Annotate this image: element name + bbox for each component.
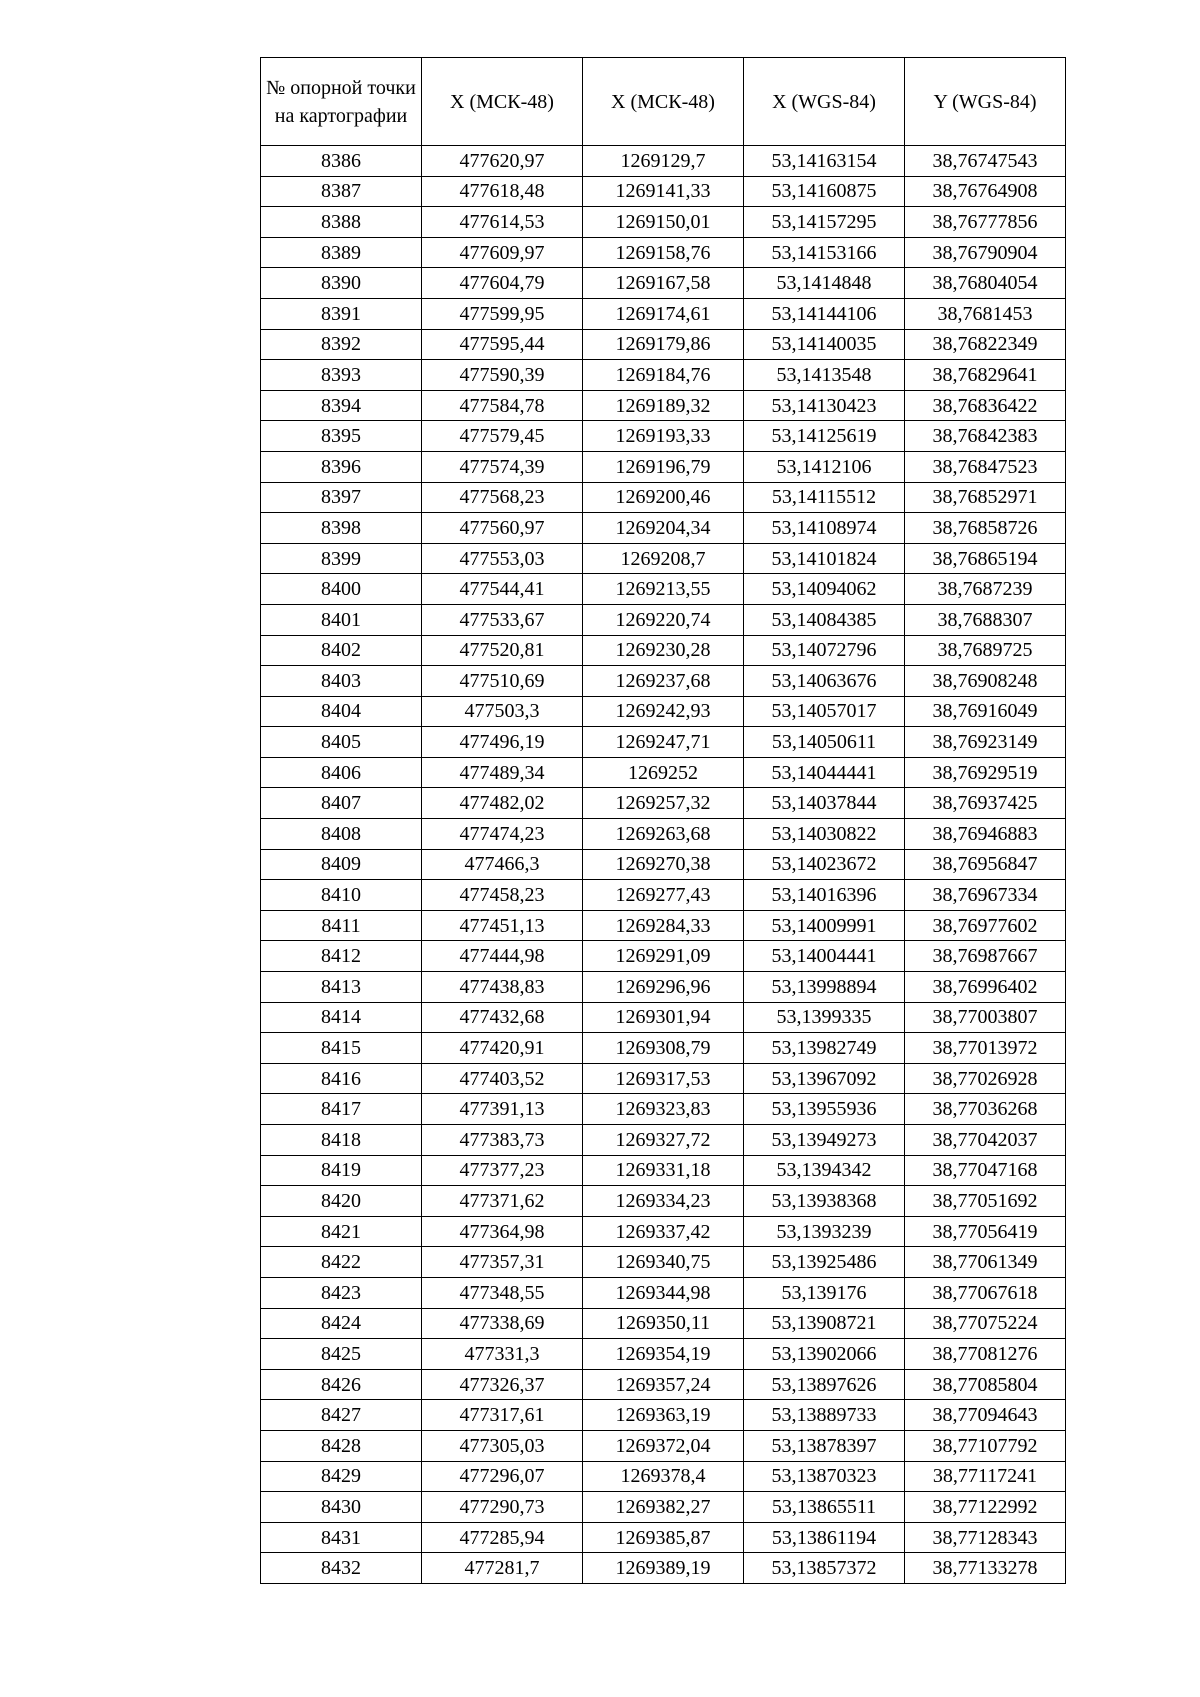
table-row bbox=[261, 819, 1066, 850]
x-msk48-second-cell: 1269354,19 bbox=[583, 1339, 744, 1370]
table-row bbox=[261, 941, 1066, 972]
table-row bbox=[261, 268, 1066, 299]
x-msk48-cell: 477614,53 bbox=[422, 207, 583, 238]
table-row bbox=[261, 1492, 1066, 1523]
x-wgs84-cell: 53,14163154 bbox=[744, 146, 905, 177]
x-msk48-second-cell: 1269196,79 bbox=[583, 451, 744, 482]
x-msk48-second-cell: 1269230,28 bbox=[583, 635, 744, 666]
point-number-cell: 8390 bbox=[261, 268, 422, 299]
x-msk48-second-cell: 1269337,42 bbox=[583, 1216, 744, 1247]
table-row bbox=[261, 1186, 1066, 1217]
x-msk48-cell: 477296,07 bbox=[422, 1461, 583, 1492]
table-row bbox=[261, 298, 1066, 329]
table-row bbox=[261, 451, 1066, 482]
x-wgs84-cell: 53,1394342 bbox=[744, 1155, 905, 1186]
x-msk48-cell: 477444,98 bbox=[422, 941, 583, 972]
y-wgs84-cell: 38,77128343 bbox=[905, 1522, 1066, 1553]
point-number-cell: 8409 bbox=[261, 849, 422, 880]
table-row bbox=[261, 1308, 1066, 1339]
x-msk48-second-cell: 1269237,68 bbox=[583, 666, 744, 697]
table-row bbox=[261, 1155, 1066, 1186]
x-msk48-cell: 477618,48 bbox=[422, 176, 583, 207]
x-msk48-cell: 477503,3 bbox=[422, 696, 583, 727]
table-row bbox=[261, 880, 1066, 911]
point-number-cell: 8401 bbox=[261, 604, 422, 635]
point-number-cell: 8392 bbox=[261, 329, 422, 360]
table-row bbox=[261, 1430, 1066, 1461]
table-row bbox=[261, 574, 1066, 605]
x-msk48-second-cell: 1269252 bbox=[583, 757, 744, 788]
y-wgs84-cell: 38,77107792 bbox=[905, 1430, 1066, 1461]
x-msk48-cell: 477579,45 bbox=[422, 421, 583, 452]
x-wgs84-cell: 53,13857372 bbox=[744, 1553, 905, 1584]
table-row bbox=[261, 849, 1066, 880]
point-number-cell: 8431 bbox=[261, 1522, 422, 1553]
table-row bbox=[261, 788, 1066, 819]
y-wgs84-cell: 38,76790904 bbox=[905, 237, 1066, 268]
x-wgs84-cell: 53,13878397 bbox=[744, 1430, 905, 1461]
x-msk48-second-cell: 1269208,7 bbox=[583, 543, 744, 574]
point-number-cell: 8387 bbox=[261, 176, 422, 207]
header-x-msk48: X (МСК-48) bbox=[422, 58, 583, 146]
table-row bbox=[261, 482, 1066, 513]
x-msk48-second-cell: 1269363,19 bbox=[583, 1400, 744, 1431]
y-wgs84-cell: 38,77122992 bbox=[905, 1492, 1066, 1523]
point-number-cell: 8389 bbox=[261, 237, 422, 268]
x-msk48-second-cell: 1269257,32 bbox=[583, 788, 744, 819]
y-wgs84-cell: 38,76852971 bbox=[905, 482, 1066, 513]
x-msk48-second-cell: 1269317,53 bbox=[583, 1063, 744, 1094]
y-wgs84-cell: 38,76937425 bbox=[905, 788, 1066, 819]
y-wgs84-cell: 38,76996402 bbox=[905, 972, 1066, 1003]
x-msk48-second-cell: 1269129,7 bbox=[583, 146, 744, 177]
y-wgs84-cell: 38,7681453 bbox=[905, 298, 1066, 329]
y-wgs84-cell: 38,77047168 bbox=[905, 1155, 1066, 1186]
table-row bbox=[261, 1033, 1066, 1064]
x-wgs84-cell: 53,14084385 bbox=[744, 604, 905, 635]
x-wgs84-cell: 53,139176 bbox=[744, 1277, 905, 1308]
x-wgs84-cell: 53,14057017 bbox=[744, 696, 905, 727]
x-msk48-cell: 477496,19 bbox=[422, 727, 583, 758]
x-msk48-cell: 477489,34 bbox=[422, 757, 583, 788]
y-wgs84-cell: 38,77003807 bbox=[905, 1002, 1066, 1033]
x-msk48-cell: 477466,3 bbox=[422, 849, 583, 880]
point-number-cell: 8424 bbox=[261, 1308, 422, 1339]
x-wgs84-cell: 53,1414848 bbox=[744, 268, 905, 299]
x-msk48-second-cell: 1269372,04 bbox=[583, 1430, 744, 1461]
table-row bbox=[261, 1216, 1066, 1247]
x-wgs84-cell: 53,13897626 bbox=[744, 1369, 905, 1400]
x-msk48-second-cell: 1269296,96 bbox=[583, 972, 744, 1003]
y-wgs84-cell: 38,77042037 bbox=[905, 1125, 1066, 1156]
point-number-cell: 8421 bbox=[261, 1216, 422, 1247]
x-msk48-cell: 477317,61 bbox=[422, 1400, 583, 1431]
x-wgs84-cell: 53,13998894 bbox=[744, 972, 905, 1003]
x-wgs84-cell: 53,14050611 bbox=[744, 727, 905, 758]
table-row bbox=[261, 1400, 1066, 1431]
x-wgs84-cell: 53,14144106 bbox=[744, 298, 905, 329]
point-number-cell: 8399 bbox=[261, 543, 422, 574]
y-wgs84-cell: 38,76916049 bbox=[905, 696, 1066, 727]
x-msk48-second-cell: 1269204,34 bbox=[583, 513, 744, 544]
x-wgs84-cell: 53,14030822 bbox=[744, 819, 905, 850]
y-wgs84-cell: 38,76987667 bbox=[905, 941, 1066, 972]
x-msk48-second-cell: 1269284,33 bbox=[583, 910, 744, 941]
x-wgs84-cell: 53,14094062 bbox=[744, 574, 905, 605]
x-msk48-second-cell: 1269150,01 bbox=[583, 207, 744, 238]
x-msk48-cell: 477305,03 bbox=[422, 1430, 583, 1461]
x-msk48-second-cell: 1269179,86 bbox=[583, 329, 744, 360]
x-msk48-second-cell: 1269382,27 bbox=[583, 1492, 744, 1523]
x-wgs84-cell: 53,14009991 bbox=[744, 910, 905, 941]
x-wgs84-cell: 53,14153166 bbox=[744, 237, 905, 268]
point-number-cell: 8426 bbox=[261, 1369, 422, 1400]
x-msk48-second-cell: 1269385,87 bbox=[583, 1522, 744, 1553]
x-wgs84-cell: 53,14140035 bbox=[744, 329, 905, 360]
point-number-cell: 8412 bbox=[261, 941, 422, 972]
x-msk48-cell: 477620,97 bbox=[422, 146, 583, 177]
point-number-cell: 8407 bbox=[261, 788, 422, 819]
point-number-cell: 8397 bbox=[261, 482, 422, 513]
coordinates-table bbox=[260, 57, 1066, 1584]
x-msk48-second-cell: 1269340,75 bbox=[583, 1247, 744, 1278]
table-row bbox=[261, 1247, 1066, 1278]
point-number-cell: 8400 bbox=[261, 574, 422, 605]
point-number-cell: 8408 bbox=[261, 819, 422, 850]
table-row bbox=[261, 543, 1066, 574]
x-msk48-second-cell: 1269263,68 bbox=[583, 819, 744, 850]
x-msk48-second-cell: 1269200,46 bbox=[583, 482, 744, 513]
y-wgs84-cell: 38,76836422 bbox=[905, 390, 1066, 421]
point-number-cell: 8425 bbox=[261, 1339, 422, 1370]
x-msk48-cell: 477338,69 bbox=[422, 1308, 583, 1339]
table-header bbox=[261, 58, 1066, 146]
point-number-cell: 8416 bbox=[261, 1063, 422, 1094]
x-msk48-cell: 477371,62 bbox=[422, 1186, 583, 1217]
y-wgs84-cell: 38,77067618 bbox=[905, 1277, 1066, 1308]
x-wgs84-cell: 53,14044441 bbox=[744, 757, 905, 788]
x-msk48-second-cell: 1269344,98 bbox=[583, 1277, 744, 1308]
y-wgs84-cell: 38,77013972 bbox=[905, 1033, 1066, 1064]
table-row bbox=[261, 1002, 1066, 1033]
y-wgs84-cell: 38,76829641 bbox=[905, 360, 1066, 391]
point-number-cell: 8411 bbox=[261, 910, 422, 941]
x-msk48-second-cell: 1269184,76 bbox=[583, 360, 744, 391]
point-number-cell: 8414 bbox=[261, 1002, 422, 1033]
x-msk48-second-cell: 1269158,76 bbox=[583, 237, 744, 268]
header-y-wgs84: Y (WGS-84) bbox=[905, 58, 1066, 146]
table-row bbox=[261, 390, 1066, 421]
x-msk48-cell: 477391,13 bbox=[422, 1094, 583, 1125]
x-wgs84-cell: 53,14108974 bbox=[744, 513, 905, 544]
x-msk48-cell: 477403,52 bbox=[422, 1063, 583, 1094]
x-wgs84-cell: 53,14037844 bbox=[744, 788, 905, 819]
y-wgs84-cell: 38,76923149 bbox=[905, 727, 1066, 758]
point-number-cell: 8393 bbox=[261, 360, 422, 391]
x-msk48-cell: 477584,78 bbox=[422, 390, 583, 421]
y-wgs84-cell: 38,77081276 bbox=[905, 1339, 1066, 1370]
y-wgs84-cell: 38,77094643 bbox=[905, 1400, 1066, 1431]
table-row bbox=[261, 1369, 1066, 1400]
x-msk48-cell: 477281,7 bbox=[422, 1553, 583, 1584]
y-wgs84-cell: 38,77075224 bbox=[905, 1308, 1066, 1339]
x-msk48-cell: 477560,97 bbox=[422, 513, 583, 544]
x-msk48-second-cell: 1269308,79 bbox=[583, 1033, 744, 1064]
x-msk48-cell: 477357,31 bbox=[422, 1247, 583, 1278]
x-msk48-second-cell: 1269331,18 bbox=[583, 1155, 744, 1186]
x-msk48-cell: 477568,23 bbox=[422, 482, 583, 513]
table-row bbox=[261, 146, 1066, 177]
point-number-cell: 8410 bbox=[261, 880, 422, 911]
x-wgs84-cell: 53,13908721 bbox=[744, 1308, 905, 1339]
point-number-cell: 8403 bbox=[261, 666, 422, 697]
y-wgs84-cell: 38,77051692 bbox=[905, 1186, 1066, 1217]
x-wgs84-cell: 53,14115512 bbox=[744, 482, 905, 513]
x-wgs84-cell: 53,14004441 bbox=[744, 941, 905, 972]
point-number-cell: 8418 bbox=[261, 1125, 422, 1156]
y-wgs84-cell: 38,76747543 bbox=[905, 146, 1066, 177]
x-msk48-cell: 477604,79 bbox=[422, 268, 583, 299]
x-msk48-cell: 477438,83 bbox=[422, 972, 583, 1003]
y-wgs84-cell: 38,76858726 bbox=[905, 513, 1066, 544]
x-wgs84-cell: 53,13938368 bbox=[744, 1186, 905, 1217]
y-wgs84-cell: 38,76847523 bbox=[905, 451, 1066, 482]
x-wgs84-cell: 53,13902066 bbox=[744, 1339, 905, 1370]
point-number-cell: 8417 bbox=[261, 1094, 422, 1125]
table-body bbox=[261, 146, 1066, 1584]
x-wgs84-cell: 53,1399335 bbox=[744, 1002, 905, 1033]
point-number-cell: 8386 bbox=[261, 146, 422, 177]
x-msk48-cell: 477364,98 bbox=[422, 1216, 583, 1247]
x-wgs84-cell: 53,14072796 bbox=[744, 635, 905, 666]
table-row bbox=[261, 757, 1066, 788]
x-wgs84-cell: 53,14125619 bbox=[744, 421, 905, 452]
point-number-cell: 8422 bbox=[261, 1247, 422, 1278]
x-msk48-second-cell: 1269167,58 bbox=[583, 268, 744, 299]
point-number-cell: 8428 bbox=[261, 1430, 422, 1461]
x-msk48-cell: 477383,73 bbox=[422, 1125, 583, 1156]
y-wgs84-cell: 38,77036268 bbox=[905, 1094, 1066, 1125]
x-msk48-second-cell: 1269323,83 bbox=[583, 1094, 744, 1125]
table-row bbox=[261, 727, 1066, 758]
y-wgs84-cell: 38,76822349 bbox=[905, 329, 1066, 360]
x-msk48-second-cell: 1269389,19 bbox=[583, 1553, 744, 1584]
x-msk48-cell: 477420,91 bbox=[422, 1033, 583, 1064]
x-msk48-second-cell: 1269277,43 bbox=[583, 880, 744, 911]
point-number-cell: 8432 bbox=[261, 1553, 422, 1584]
x-msk48-cell: 477326,37 bbox=[422, 1369, 583, 1400]
x-wgs84-cell: 53,13949273 bbox=[744, 1125, 905, 1156]
point-number-cell: 8398 bbox=[261, 513, 422, 544]
point-number-cell: 8391 bbox=[261, 298, 422, 329]
y-wgs84-cell: 38,7687239 bbox=[905, 574, 1066, 605]
point-number-cell: 8395 bbox=[261, 421, 422, 452]
x-msk48-second-cell: 1269189,32 bbox=[583, 390, 744, 421]
x-msk48-cell: 477290,73 bbox=[422, 1492, 583, 1523]
table-row bbox=[261, 972, 1066, 1003]
x-wgs84-cell: 53,13925486 bbox=[744, 1247, 905, 1278]
x-wgs84-cell: 53,1412106 bbox=[744, 451, 905, 482]
x-msk48-second-cell: 1269220,74 bbox=[583, 604, 744, 635]
point-number-cell: 8404 bbox=[261, 696, 422, 727]
x-msk48-cell: 477533,67 bbox=[422, 604, 583, 635]
y-wgs84-cell: 38,77133278 bbox=[905, 1553, 1066, 1584]
point-number-cell: 8402 bbox=[261, 635, 422, 666]
x-msk48-cell: 477595,44 bbox=[422, 329, 583, 360]
y-wgs84-cell: 38,76946883 bbox=[905, 819, 1066, 850]
point-number-cell: 8427 bbox=[261, 1400, 422, 1431]
x-msk48-second-cell: 1269291,09 bbox=[583, 941, 744, 972]
point-number-cell: 8415 bbox=[261, 1033, 422, 1064]
y-wgs84-cell: 38,76908248 bbox=[905, 666, 1066, 697]
table-row bbox=[261, 696, 1066, 727]
x-msk48-cell: 477474,23 bbox=[422, 819, 583, 850]
table-row bbox=[261, 421, 1066, 452]
point-number-cell: 8406 bbox=[261, 757, 422, 788]
table-row bbox=[261, 666, 1066, 697]
x-msk48-second-cell: 1269270,38 bbox=[583, 849, 744, 880]
y-wgs84-cell: 38,76865194 bbox=[905, 543, 1066, 574]
point-number-cell: 8394 bbox=[261, 390, 422, 421]
y-wgs84-cell: 38,77026928 bbox=[905, 1063, 1066, 1094]
y-wgs84-cell: 38,76777856 bbox=[905, 207, 1066, 238]
table-row bbox=[261, 1339, 1066, 1370]
point-number-cell: 8429 bbox=[261, 1461, 422, 1492]
x-msk48-cell: 477377,23 bbox=[422, 1155, 583, 1186]
x-msk48-second-cell: 1269357,24 bbox=[583, 1369, 744, 1400]
x-wgs84-cell: 53,14063676 bbox=[744, 666, 905, 697]
y-wgs84-cell: 38,77061349 bbox=[905, 1247, 1066, 1278]
table-row bbox=[261, 1063, 1066, 1094]
table-row bbox=[261, 329, 1066, 360]
x-msk48-second-cell: 1269193,33 bbox=[583, 421, 744, 452]
header-point-number: № опорной точки на картографии bbox=[261, 58, 422, 146]
x-wgs84-cell: 53,13861194 bbox=[744, 1522, 905, 1553]
x-msk48-cell: 477510,69 bbox=[422, 666, 583, 697]
x-msk48-second-cell: 1269301,94 bbox=[583, 1002, 744, 1033]
y-wgs84-cell: 38,76956847 bbox=[905, 849, 1066, 880]
table-row bbox=[261, 176, 1066, 207]
x-msk48-cell: 477520,81 bbox=[422, 635, 583, 666]
y-wgs84-cell: 38,76967334 bbox=[905, 880, 1066, 911]
x-msk48-cell: 477331,3 bbox=[422, 1339, 583, 1370]
x-wgs84-cell: 53,13870323 bbox=[744, 1461, 905, 1492]
point-number-cell: 8388 bbox=[261, 207, 422, 238]
x-msk48-second-cell: 1269141,33 bbox=[583, 176, 744, 207]
point-number-cell: 8396 bbox=[261, 451, 422, 482]
y-wgs84-cell: 38,7688307 bbox=[905, 604, 1066, 635]
table-row bbox=[261, 910, 1066, 941]
x-wgs84-cell: 53,13955936 bbox=[744, 1094, 905, 1125]
x-wgs84-cell: 53,14160875 bbox=[744, 176, 905, 207]
x-msk48-cell: 477574,39 bbox=[422, 451, 583, 482]
point-number-cell: 8405 bbox=[261, 727, 422, 758]
point-number-cell: 8413 bbox=[261, 972, 422, 1003]
y-wgs84-cell: 38,77085804 bbox=[905, 1369, 1066, 1400]
y-wgs84-cell: 38,76804054 bbox=[905, 268, 1066, 299]
x-wgs84-cell: 53,13967092 bbox=[744, 1063, 905, 1094]
x-msk48-second-cell: 1269350,11 bbox=[583, 1308, 744, 1339]
table-row bbox=[261, 237, 1066, 268]
x-wgs84-cell: 53,1413548 bbox=[744, 360, 905, 391]
x-msk48-cell: 477599,95 bbox=[422, 298, 583, 329]
x-msk48-cell: 477609,97 bbox=[422, 237, 583, 268]
point-number-cell: 8419 bbox=[261, 1155, 422, 1186]
table-row bbox=[261, 635, 1066, 666]
header-x-msk48-second: X (МСК-48) bbox=[583, 58, 744, 146]
x-msk48-second-cell: 1269334,23 bbox=[583, 1186, 744, 1217]
x-wgs84-cell: 53,13865511 bbox=[744, 1492, 905, 1523]
table-row bbox=[261, 1553, 1066, 1584]
x-msk48-second-cell: 1269247,71 bbox=[583, 727, 744, 758]
y-wgs84-cell: 38,77056419 bbox=[905, 1216, 1066, 1247]
x-msk48-cell: 477544,41 bbox=[422, 574, 583, 605]
header-x-wgs84: X (WGS-84) bbox=[744, 58, 905, 146]
y-wgs84-cell: 38,76764908 bbox=[905, 176, 1066, 207]
x-wgs84-cell: 53,1393239 bbox=[744, 1216, 905, 1247]
x-msk48-second-cell: 1269327,72 bbox=[583, 1125, 744, 1156]
table-row bbox=[261, 1277, 1066, 1308]
x-wgs84-cell: 53,13889733 bbox=[744, 1400, 905, 1431]
x-msk48-cell: 477451,13 bbox=[422, 910, 583, 941]
x-msk48-cell: 477348,55 bbox=[422, 1277, 583, 1308]
x-msk48-cell: 477590,39 bbox=[422, 360, 583, 391]
y-wgs84-cell: 38,7689725 bbox=[905, 635, 1066, 666]
x-msk48-cell: 477285,94 bbox=[422, 1522, 583, 1553]
point-number-cell: 8430 bbox=[261, 1492, 422, 1523]
table-row bbox=[261, 1125, 1066, 1156]
y-wgs84-cell: 38,77117241 bbox=[905, 1461, 1066, 1492]
x-msk48-cell: 477458,23 bbox=[422, 880, 583, 911]
point-number-cell: 8420 bbox=[261, 1186, 422, 1217]
x-msk48-cell: 477482,02 bbox=[422, 788, 583, 819]
x-wgs84-cell: 53,14101824 bbox=[744, 543, 905, 574]
x-msk48-second-cell: 1269213,55 bbox=[583, 574, 744, 605]
table-row bbox=[261, 1094, 1066, 1125]
x-wgs84-cell: 53,14016396 bbox=[744, 880, 905, 911]
point-number-cell: 8423 bbox=[261, 1277, 422, 1308]
x-msk48-second-cell: 1269174,61 bbox=[583, 298, 744, 329]
table-row bbox=[261, 1461, 1066, 1492]
x-msk48-second-cell: 1269242,93 bbox=[583, 696, 744, 727]
y-wgs84-cell: 38,76977602 bbox=[905, 910, 1066, 941]
table-row bbox=[261, 360, 1066, 391]
table-row bbox=[261, 207, 1066, 238]
x-wgs84-cell: 53,14023672 bbox=[744, 849, 905, 880]
x-wgs84-cell: 53,13982749 bbox=[744, 1033, 905, 1064]
table-row bbox=[261, 604, 1066, 635]
x-wgs84-cell: 53,14157295 bbox=[744, 207, 905, 238]
x-wgs84-cell: 53,14130423 bbox=[744, 390, 905, 421]
y-wgs84-cell: 38,76929519 bbox=[905, 757, 1066, 788]
table-row bbox=[261, 513, 1066, 544]
header-row bbox=[261, 58, 1066, 146]
x-msk48-cell: 477553,03 bbox=[422, 543, 583, 574]
x-msk48-cell: 477432,68 bbox=[422, 1002, 583, 1033]
table-row bbox=[261, 1522, 1066, 1553]
x-msk48-second-cell: 1269378,4 bbox=[583, 1461, 744, 1492]
y-wgs84-cell: 38,76842383 bbox=[905, 421, 1066, 452]
